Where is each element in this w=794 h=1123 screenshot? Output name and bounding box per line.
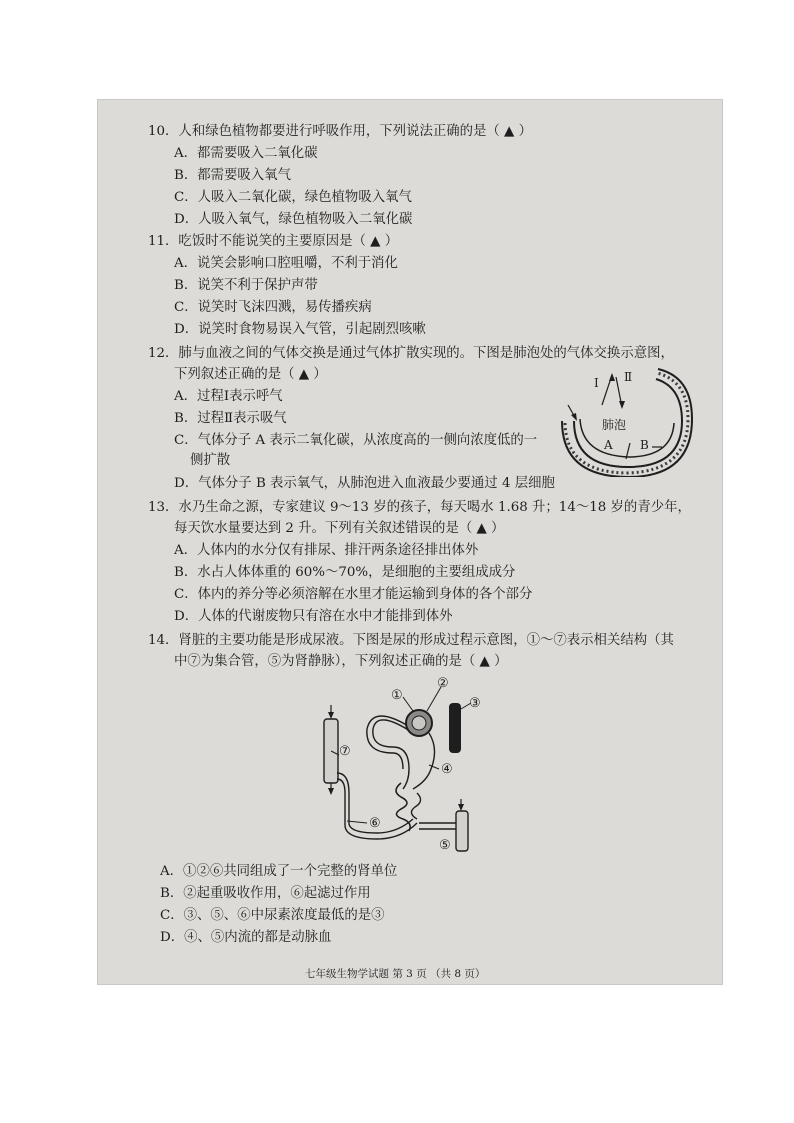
figure-label-3: ③ xyxy=(469,696,481,711)
q10-option-a: A．都需要吸入二氧化碳 xyxy=(174,146,318,161)
q14-option-a: A．①②⑥共同组成了一个完整的肾单位 xyxy=(160,864,398,879)
q12-stem-line1: 12．肺与血液之间的气体交换是通过气体扩散实现的。下图是肺泡处的气体交换示意图， xyxy=(148,346,674,361)
q11-option-d: D．说笑时食物易误入气管，引起剧烈咳嗽 xyxy=(174,322,426,337)
page-footer: 七年级生物学试题 第 3 页 （共 8 页） xyxy=(305,968,486,980)
figure-label-b: B xyxy=(640,438,649,452)
figure-label-4: ④ xyxy=(441,762,453,777)
figure-label-process-i: Ⅰ xyxy=(594,376,599,390)
figure-label-alveolus: 肺泡 xyxy=(602,418,627,432)
q12-option-c: C．气体分子 A 表示二氧化碳，从浓度高的一侧向浓度低的一 xyxy=(174,433,538,448)
urine-formation-figure xyxy=(317,673,497,863)
q10-option-c: C．人吸入二氧化碳，绿色植物吸入氧气 xyxy=(174,190,412,205)
q14-option-c: C．③、⑤、⑥中尿素浓度最低的是③ xyxy=(160,908,385,923)
q12-stem-line2: 下列叙述正确的是（ ▲ ） xyxy=(174,367,327,382)
q10-option-b: B．都需要吸入氧气 xyxy=(174,168,291,183)
exam-page xyxy=(97,99,723,985)
q12-option-c-cont: 侧扩散 xyxy=(190,453,231,468)
alveolus-gas-exchange-figure xyxy=(560,365,700,477)
q12-option-b: B．过程Ⅱ表示吸气 xyxy=(174,411,287,426)
q13-option-b: B．水占人体体重的 60%～70%，是细胞的主要组成成分 xyxy=(174,565,516,580)
figure-label-a: A xyxy=(604,438,613,452)
q11-option-a: A．说笑会影响口腔咀嚼，不利于消化 xyxy=(174,256,398,271)
q13-option-c: C．体内的养分等必须溶解在水里才能运输到身体的各个部分 xyxy=(174,587,533,602)
q12-option-d: D．气体分子 B 表示氧气，从肺泡进入血液最少要通过 4 层细胞 xyxy=(174,476,555,491)
q14-option-b: B．②起重吸收作用，⑥起滤过作用 xyxy=(160,886,371,901)
figure-label-5: ⑤ xyxy=(439,838,451,853)
q11-stem: 11．吃饭时不能说笑的主要原因是（ ▲ ） xyxy=(148,234,399,249)
q14-stem-line2: 中⑦为集合管，⑤为肾静脉），下列叙述正确的是（ ▲ ） xyxy=(174,654,508,669)
figure-label-1: ① xyxy=(391,688,403,703)
q12-option-a: A．过程Ⅰ表示呼气 xyxy=(174,389,283,404)
q14-stem-line1: 14．肾脏的主要功能是形成尿液。下图是尿的形成过程示意图，①～⑦表示相关结构（其 xyxy=(148,633,674,648)
q13-stem-line1: 13．水乃生命之源，专家建议 9～13 岁的孩子，每天喝水 1.68 升；14～18 岁的青少年， xyxy=(148,500,691,515)
q10-stem: 10．人和绿色植物都要进行呼吸作用，下列说法正确的是（ ▲ ） xyxy=(148,124,533,139)
q13-option-d: D．人体的代谢废物只有溶在水中才能排到体外 xyxy=(174,609,453,624)
figure-label-7: ⑦ xyxy=(339,744,351,759)
q10-option-d: D．人吸入氧气，绿色植物吸入二氧化碳 xyxy=(174,212,413,227)
q14-option-d: D．④、⑤内流的都是动脉血 xyxy=(160,930,332,945)
figure-label-2: ② xyxy=(437,676,449,691)
q13-stem-line2: 每天饮水量要达到 2 升。下列有关叙述错误的是（ ▲ ） xyxy=(174,521,505,536)
q11-option-b: B．说笑不利于保护声带 xyxy=(174,278,318,293)
figure-label-6: ⑥ xyxy=(369,816,381,831)
q13-option-a: A．人体内的水分仅有排尿、排汗两条途径排出体外 xyxy=(174,543,479,558)
figure-label-process-ii: Ⅱ xyxy=(624,370,633,384)
q11-option-c: C．说笑时飞沫四溅，易传播疾病 xyxy=(174,300,372,315)
